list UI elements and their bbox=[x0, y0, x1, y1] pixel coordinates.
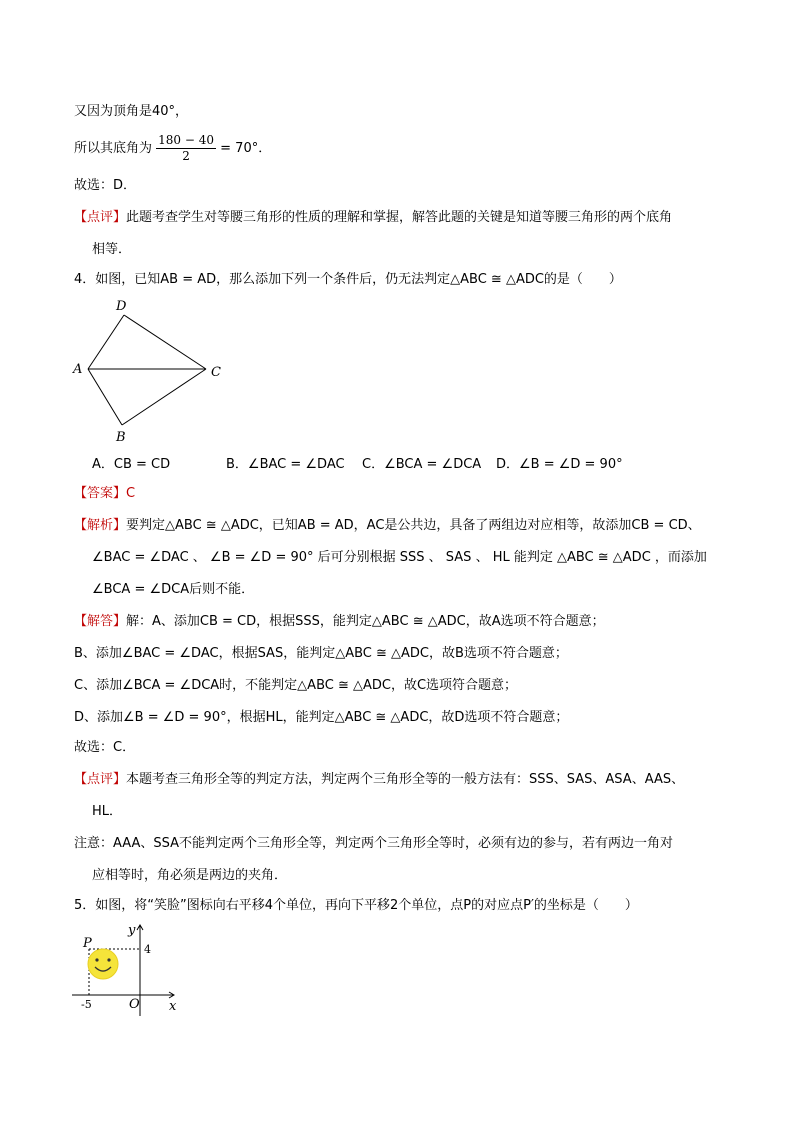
note-line: 注意：AAA、SSA不能判定两个三角形全等，判定两个三角形全等时，必须有边的参与，若有两边一角对 bbox=[74, 836, 674, 851]
text-line: 故选：D． bbox=[74, 178, 137, 193]
tick-label-neg5: -5 bbox=[81, 998, 92, 1011]
fraction bbox=[156, 133, 216, 164]
answer-value: C bbox=[126, 486, 136, 501]
comment-tag: 【点评】 bbox=[74, 210, 127, 225]
text-line: 相等． bbox=[92, 242, 132, 257]
text-line-fraction bbox=[74, 133, 271, 164]
text-line: ∠BAC = ∠DAC 、 ∠B = ∠D = 90° 后可分别根据 SSS 、 SAS 、 HL 能判定 △ABC ≅ △ADC ，而添加 bbox=[92, 550, 707, 565]
answer-tag: 【答案】 bbox=[74, 486, 127, 501]
analysis-tag: 【解析】 bbox=[74, 518, 127, 533]
axis-y-label: y bbox=[128, 923, 136, 938]
comment-line bbox=[74, 209, 672, 227]
label-c: C bbox=[211, 365, 221, 380]
text-line: 故选：C． bbox=[74, 740, 136, 755]
solution-text: 解：A、添加CB = CD，根据SSS，能判定△ABC ≅ △ADC，故A选项不符合题意； bbox=[126, 614, 605, 629]
answer-line bbox=[74, 485, 135, 503]
fraction-numerator: 180 − 40 bbox=[158, 133, 215, 147]
origin-label: O bbox=[129, 997, 140, 1012]
figure-quadrilateral bbox=[70, 295, 230, 445]
analysis-line bbox=[74, 517, 701, 535]
text-line: 又因为顶角是40°， bbox=[74, 104, 189, 119]
text-line: 应相等时，角必须是两边的夹角． bbox=[92, 868, 288, 883]
text-line: D、添加∠B = ∠D = 90°，根据HL，能判定△ABC ≅ △ADC，故D选项不符合题意； bbox=[74, 710, 569, 725]
label-d: D bbox=[116, 299, 127, 314]
label-b: B bbox=[116, 430, 126, 445]
text-line: HL． bbox=[92, 804, 123, 819]
label-a: A bbox=[73, 362, 83, 377]
text-suffix: = 70°． bbox=[220, 141, 272, 156]
text-line: ∠BCA = ∠DCA后则不能． bbox=[92, 582, 255, 597]
option-d: D．∠B = ∠D = 90° bbox=[496, 457, 623, 472]
text-line: C、添加∠BCA = ∠DCA时，不能判定△ABC ≅ △ADC，故C选项符合题意； bbox=[74, 678, 518, 693]
point-p-label: P bbox=[83, 936, 92, 951]
solution-line bbox=[74, 613, 605, 631]
option-c: C．∠BCA = ∠DCA bbox=[362, 457, 482, 472]
option-b: B．∠BAC = ∠DAC bbox=[226, 457, 345, 472]
figure-coordinate-plane bbox=[70, 920, 190, 1020]
comment-text: 本题考查三角形全等的判定方法，判定两个三角形全等的一般方法有：SSS、SAS、ASA、AAS、 bbox=[126, 772, 685, 787]
comment-tag: 【点评】 bbox=[74, 772, 127, 787]
text-prefix: 所以其底角为 bbox=[74, 141, 153, 156]
comment-text: 此题考查学生对等腰三角形的性质的理解和掌握，解答此题的关键是知道等腰三角形的两个底角 bbox=[126, 210, 673, 225]
smiley-face-icon bbox=[88, 949, 118, 979]
question-4: 4．如图，已知AB = AD，那么添加下列一个条件后，仍无法判定△ABC ≅ △ADC的是（ ） bbox=[74, 272, 622, 287]
fraction-denominator: 2 bbox=[182, 149, 190, 163]
question-5: 5．如图，将“笑脸”图标向右平移4个单位，再向下平移2个单位，点P的对应点P′的坐标是（ ） bbox=[74, 898, 638, 913]
analysis-text: 要判定△ABC ≅ △ADC，已知AB = AD，AC是公共边，具备了两组边对应相等，故添加CB = CD、 bbox=[126, 518, 701, 533]
text-line: B、添加∠BAC = ∠DAC，根据SAS，能判定△ABC ≅ △ADC，故B选项不符合题意； bbox=[74, 646, 568, 661]
solution-tag: 【解答】 bbox=[74, 614, 127, 629]
axis-x-label: x bbox=[169, 999, 177, 1014]
comment-line bbox=[74, 771, 684, 789]
option-a: A．CB = CD bbox=[92, 457, 171, 472]
tick-label-4: 4 bbox=[144, 943, 151, 956]
